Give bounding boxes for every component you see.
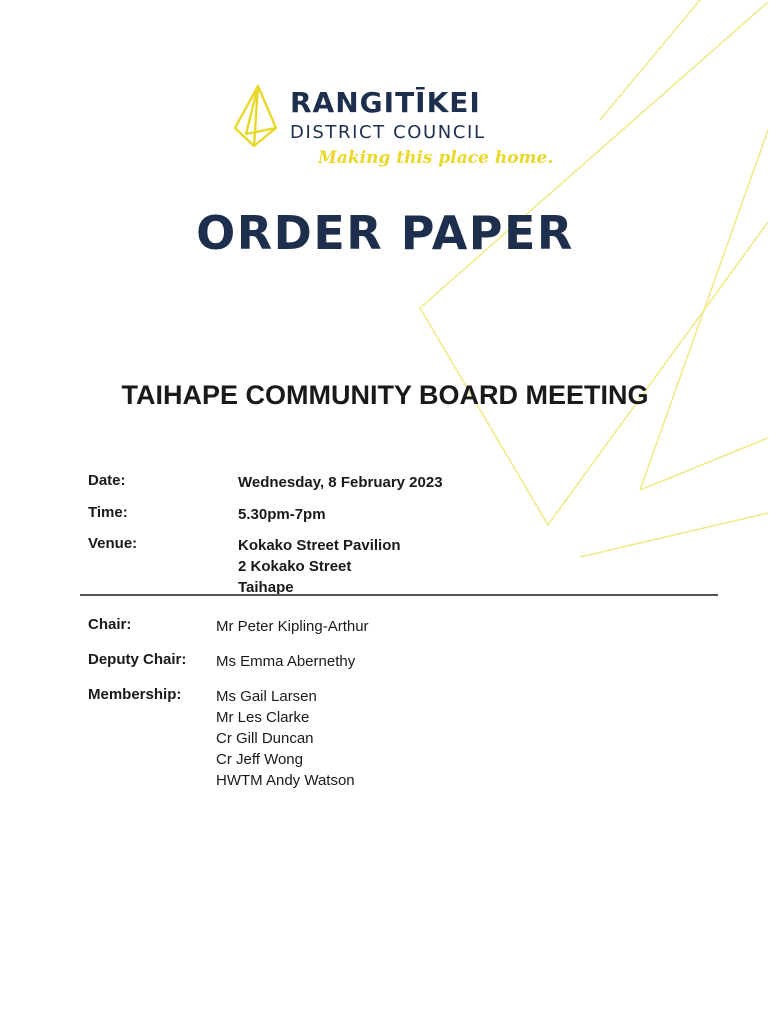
deputy-chair-value: Ms Emma Abernethy — [216, 653, 356, 670]
member-item: Ms Gail Larsen — [216, 688, 317, 705]
venue-line: 2 Kokako Street — [238, 558, 352, 575]
logo-name: RANGITĪKEI — [290, 86, 481, 119]
date-value: Wednesday, 8 February 2023 — [238, 474, 443, 491]
member-item: Mr Les Clarke — [216, 709, 310, 726]
member-item: HWTM Andy Watson — [216, 772, 355, 789]
chair-value: Mr Peter Kipling-Arthur — [216, 618, 369, 635]
logo-mark-icon — [232, 84, 280, 148]
venue-value — [238, 535, 401, 598]
document-title: ORDER PAPER — [196, 206, 574, 260]
chair-label: Chair: — [88, 616, 132, 633]
venue-line: Kokako Street Pavilion — [238, 537, 401, 554]
member-item: Cr Jeff Wong — [216, 751, 303, 768]
membership-list — [216, 686, 355, 791]
section-divider — [80, 594, 718, 596]
time-label: Time: — [88, 504, 128, 521]
logo-subtitle: DISTRICT COUNCIL — [290, 122, 486, 143]
meeting-title: TAIHAPE COMMUNITY BOARD MEETING — [121, 380, 649, 410]
time-value: 5.30pm-7pm — [238, 506, 326, 523]
council-logo — [232, 84, 554, 174]
logo-tagline: Making this place home. — [318, 148, 554, 168]
venue-line: Taihape — [238, 579, 294, 596]
deputy-chair-label: Deputy Chair: — [88, 651, 187, 668]
member-item: Cr Gill Duncan — [216, 730, 314, 747]
date-label: Date: — [88, 472, 126, 489]
membership-label: Membership: — [88, 686, 182, 703]
venue-label: Venue: — [88, 535, 138, 552]
